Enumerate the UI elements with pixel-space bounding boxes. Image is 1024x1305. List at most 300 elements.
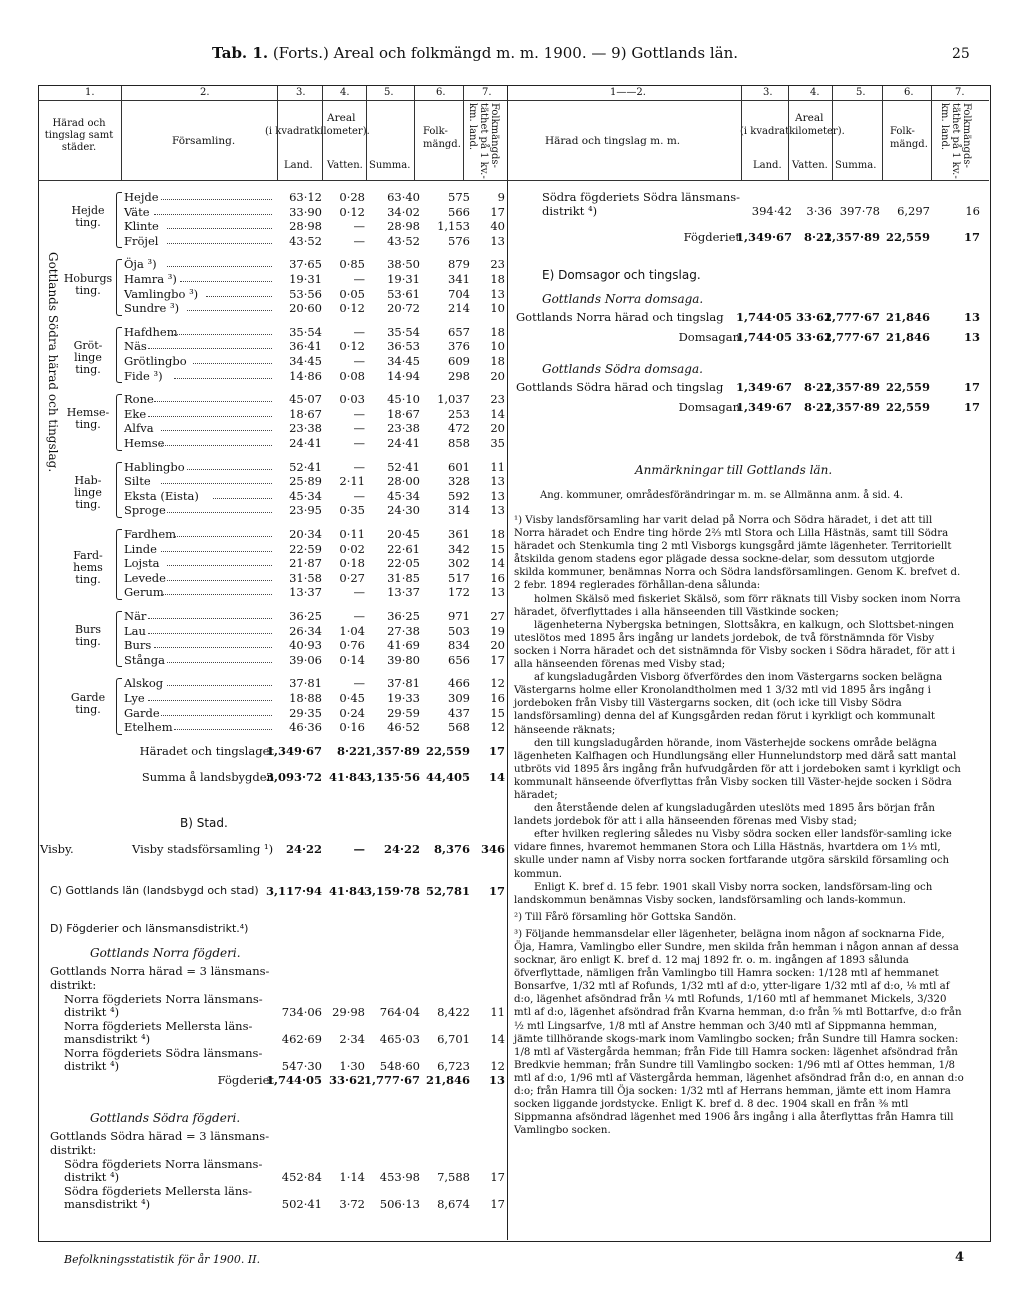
cell-vatten: 1·30 bbox=[339, 1058, 365, 1073]
cell-tat: 13 bbox=[490, 585, 505, 600]
right-col-num-7: 7. bbox=[955, 87, 965, 98]
right-col-num-5: 5. bbox=[856, 87, 866, 98]
cell-folk: 298 bbox=[448, 368, 470, 383]
cell-summa: 36·25 bbox=[387, 609, 420, 623]
cell-vatten: 2·11 bbox=[339, 474, 365, 489]
parish-name: Hablingbo bbox=[124, 459, 185, 474]
district-name-2: distrikt ⁴) bbox=[64, 1169, 120, 1184]
sodra-intro-1: Gottlands Södra härad = 3 länsmans- bbox=[50, 1128, 270, 1143]
note-1c: af kungsladugården Visborg öfverfördes den inom Västergarns socken belägna Västergarns holme eller Kronolandtholmen med 1 3/32 mtl vid 1895 års ingång i jordeboken från Visby till Västergarns socken, dit (och icke till Visby Södra landsförsamling) denna del af Kungsgården redan förut i kyrkligt och kommunalt hänseende räknats; bbox=[514, 672, 943, 736]
table-row bbox=[60, 287, 505, 302]
cell-summa: 45·34 bbox=[387, 488, 420, 503]
cell-vatten: 41·84 bbox=[328, 769, 365, 784]
leader-dots bbox=[154, 401, 272, 402]
leader-dots bbox=[213, 498, 273, 499]
notes-body bbox=[514, 514, 964, 1137]
cell-folk: 302 bbox=[448, 556, 470, 571]
title-dash: — bbox=[591, 44, 607, 62]
footer-left: Befolkningsstatistik för år 1900. II. bbox=[64, 1253, 261, 1266]
cell-tat: 12 bbox=[490, 720, 505, 735]
cell-summa: 41·69 bbox=[387, 638, 420, 653]
parish-name: Linde bbox=[124, 541, 157, 556]
cell-folk: 44,405 bbox=[425, 769, 470, 784]
cell-vatten: 8·22 bbox=[336, 743, 365, 758]
sep-r1 bbox=[741, 86, 742, 181]
cell-tat: 16 bbox=[965, 204, 980, 218]
cell-land: 39·06 bbox=[289, 652, 322, 667]
cell-folk: 971 bbox=[448, 609, 470, 623]
cell-land: 18·88 bbox=[289, 691, 322, 705]
cell-folk: 566 bbox=[448, 204, 470, 219]
cell-tat: 15 bbox=[490, 705, 505, 720]
cell-folk: 6,723 bbox=[437, 1058, 470, 1073]
col-num-1: 1. bbox=[85, 87, 95, 98]
page-title: Areal och folkmängd m. m. 1900. bbox=[333, 44, 587, 62]
footer-right: 4 bbox=[955, 1250, 965, 1265]
cell-folk: 22,559 bbox=[885, 380, 930, 394]
leader-dots bbox=[187, 469, 273, 470]
cell-land: 36·25 bbox=[289, 609, 322, 623]
cell-tat: 20 bbox=[490, 638, 505, 653]
district-row bbox=[60, 1184, 505, 1212]
harad-label: Gottlands Norra härad och tingslag bbox=[516, 310, 724, 324]
parish-name: Hamra ³) bbox=[124, 272, 177, 286]
cell-tat: 18 bbox=[490, 324, 505, 339]
cell-folk: 704 bbox=[448, 286, 470, 301]
cell-vatten: — bbox=[353, 354, 365, 368]
cell-folk: 214 bbox=[448, 301, 470, 316]
cell-land: 43·52 bbox=[289, 233, 322, 248]
cell-land: 3,093·72 bbox=[265, 769, 322, 784]
sodra-domsaga-title: Gottlands Södra domsaga. bbox=[542, 362, 703, 376]
right-harad-head: Härad och tingslag m. m. bbox=[545, 135, 681, 147]
leader-dots bbox=[148, 618, 273, 619]
cell-summa: 22·05 bbox=[387, 556, 420, 571]
leader-dots bbox=[154, 647, 272, 648]
cell-vatten: — bbox=[353, 459, 365, 474]
cell-folk: 341 bbox=[448, 272, 470, 286]
cell-folk: 7,588 bbox=[437, 1169, 470, 1184]
leader-dots bbox=[148, 633, 273, 634]
leader-dots bbox=[167, 662, 272, 663]
cell-tat: 15 bbox=[490, 541, 505, 556]
district-name-2: mansdistrikt ⁴) bbox=[64, 1031, 151, 1046]
cell-land: 1,349·67 bbox=[735, 230, 792, 244]
leader-dots bbox=[174, 378, 273, 379]
cell-tat: 18 bbox=[490, 527, 505, 541]
sodra-domsagan-row bbox=[512, 400, 987, 416]
cell-vatten: — bbox=[353, 841, 365, 856]
column-number-line-left bbox=[38, 100, 508, 101]
cell-tat: 346 bbox=[480, 841, 505, 856]
fogderiet-total-row bbox=[60, 1073, 505, 1089]
cell-land: 547·30 bbox=[281, 1058, 322, 1073]
cell-vatten: — bbox=[353, 324, 365, 339]
cell-tat: 19 bbox=[490, 623, 505, 638]
right-col-num-12: 1——2. bbox=[610, 87, 646, 98]
cell-vatten: 33·62 bbox=[795, 310, 832, 324]
cell-vatten: — bbox=[353, 609, 365, 623]
cell-land: 45·07 bbox=[289, 392, 322, 407]
cell-tat: 12 bbox=[490, 1058, 505, 1073]
cell-tat: 17 bbox=[963, 380, 980, 394]
cell-summa: 1,357·89 bbox=[823, 400, 880, 414]
cell-tat: 9 bbox=[497, 190, 505, 204]
leader-dots bbox=[161, 715, 273, 716]
total-label: Häradet och tingslaget bbox=[139, 743, 274, 758]
leader-dots bbox=[167, 512, 272, 513]
cell-folk: 22,559 bbox=[885, 400, 930, 414]
leader-dots bbox=[161, 199, 273, 200]
tingslag-name: Gröt-linge ting. bbox=[73, 339, 103, 376]
table-row bbox=[60, 542, 505, 557]
right-areal-head: Areal bbox=[795, 112, 824, 124]
leader-dots bbox=[167, 565, 272, 566]
cell-summa: 1,777·67 bbox=[823, 310, 880, 324]
table-row bbox=[60, 407, 505, 422]
cell-tat: 13 bbox=[490, 233, 505, 248]
cell-folk: 8,376 bbox=[433, 841, 470, 856]
district-name-1: Södra fögderiets Mellersta läns- bbox=[64, 1183, 253, 1198]
table-row bbox=[60, 585, 505, 600]
cell-vatten: 0·28 bbox=[339, 190, 365, 204]
right-summa-head: Summa. bbox=[835, 160, 877, 171]
cell-folk: 576 bbox=[448, 233, 470, 248]
cell-vatten: 0·35 bbox=[339, 503, 365, 518]
cell-tat: 14 bbox=[490, 1031, 505, 1046]
cell-vatten: 1·04 bbox=[339, 623, 365, 638]
table-row bbox=[60, 556, 505, 571]
cell-folk: 437 bbox=[448, 705, 470, 720]
cell-vatten: 0·02 bbox=[339, 541, 365, 556]
leader-dots bbox=[148, 348, 273, 349]
cell-folk: 656 bbox=[448, 652, 470, 667]
cell-land: 35·54 bbox=[289, 324, 322, 339]
district-name-1: Norra fögderiets Södra länsmans- bbox=[64, 1045, 263, 1060]
lan-row bbox=[50, 883, 505, 900]
norra-fogderi-title: Gottlands Norra fögderi. bbox=[90, 945, 241, 960]
cell-land: 13·37 bbox=[289, 585, 322, 600]
domsagan-label: Domsagan bbox=[678, 330, 740, 344]
cell-summa: 1,777·67 bbox=[363, 1072, 420, 1087]
cell-summa: 465·03 bbox=[379, 1031, 420, 1046]
table-row bbox=[60, 339, 505, 354]
region-title: 9) Gottlands län. bbox=[611, 44, 739, 62]
areal-head: Areal bbox=[327, 112, 356, 124]
notes-ang: Ang. kommuner, områdesförändringar m. m. se Allmänna anm. å sid. 4. bbox=[540, 490, 904, 501]
cell-folk: 834 bbox=[448, 638, 470, 653]
cell-land: 23·38 bbox=[289, 421, 322, 436]
cell-land: 25·89 bbox=[289, 474, 322, 489]
cell-folk: 21,846 bbox=[885, 310, 930, 324]
cell-tat: 35 bbox=[490, 436, 505, 450]
areal-sub-head: (i kvadratkilometer). bbox=[265, 126, 370, 137]
cell-summa: 38·50 bbox=[387, 257, 420, 272]
cell-summa: 36·53 bbox=[387, 339, 420, 354]
leader-dots bbox=[148, 416, 273, 417]
cell-tat: 13 bbox=[490, 474, 505, 489]
cell-land: 1,744·05 bbox=[265, 1072, 322, 1087]
table-row bbox=[60, 720, 505, 735]
right-col-num-6: 6. bbox=[904, 87, 914, 98]
leader-dots bbox=[174, 334, 273, 335]
parish-name: Lojsta bbox=[124, 556, 160, 571]
cell-vatten: 0·05 bbox=[339, 286, 365, 301]
cell-vatten: 0·16 bbox=[339, 720, 365, 735]
table-row bbox=[60, 301, 505, 316]
cell-summa: 20·72 bbox=[387, 301, 420, 316]
sep-l2 bbox=[277, 86, 278, 181]
cell-land: 1,349·67 bbox=[265, 743, 322, 758]
cell-vatten: — bbox=[353, 219, 365, 234]
table-row bbox=[60, 190, 505, 205]
table-row bbox=[60, 706, 505, 721]
cell-land: 31·58 bbox=[289, 570, 322, 585]
cell-summa: 1,357·89 bbox=[363, 743, 420, 758]
cell-folk: 8,674 bbox=[437, 1196, 470, 1211]
cell-vatten: 41·84 bbox=[328, 883, 365, 898]
cell-folk: 172 bbox=[448, 585, 470, 600]
cell-vatten: 0·12 bbox=[339, 339, 365, 354]
cell-folk: 609 bbox=[448, 354, 470, 368]
cell-land: 36·41 bbox=[289, 339, 322, 354]
sep-l4 bbox=[366, 86, 367, 181]
cell-summa: 397·78 bbox=[839, 204, 880, 218]
table-row bbox=[60, 503, 505, 518]
parish-name: Hejde bbox=[124, 190, 159, 204]
cell-land: 23·95 bbox=[289, 503, 322, 518]
cell-tat: 17 bbox=[488, 883, 505, 898]
cell-land: 37·65 bbox=[289, 257, 322, 272]
table-row bbox=[60, 653, 505, 668]
cell-land: 19·31 bbox=[289, 272, 322, 286]
cell-folk: 8,422 bbox=[437, 1004, 470, 1019]
cell-land: 20·34 bbox=[289, 527, 322, 541]
cell-tat: 17 bbox=[490, 652, 505, 667]
harad-label: Gottlands Södra härad och tingslag bbox=[516, 380, 724, 394]
cell-land: 394·42 bbox=[751, 204, 792, 218]
district-row bbox=[60, 1046, 505, 1074]
cell-vatten: 0·45 bbox=[339, 691, 365, 705]
header-bottom-line-left bbox=[38, 180, 508, 181]
cell-land: 37·81 bbox=[289, 676, 322, 691]
cell-summa: 764·04 bbox=[379, 1004, 420, 1019]
land-head: Land. bbox=[284, 160, 313, 171]
cell-tat: 10 bbox=[490, 339, 505, 354]
header-bottom-line-right bbox=[508, 180, 989, 181]
sep-l1 bbox=[121, 86, 122, 181]
table-row bbox=[60, 234, 505, 249]
parish-name: Vamlingbo ³) bbox=[124, 286, 199, 301]
cell-folk: 466 bbox=[448, 676, 470, 691]
right-vatten-head: Vatten. bbox=[792, 160, 828, 171]
right-folk-head: Folk-mängd. bbox=[890, 126, 928, 150]
sep-l5 bbox=[414, 86, 415, 181]
cell-vatten: 0·03 bbox=[339, 392, 365, 407]
norra-domsaga-title: Gottlands Norra domsaga. bbox=[542, 292, 704, 306]
cell-summa: 53·61 bbox=[387, 286, 420, 301]
parish-name: Eke bbox=[124, 406, 147, 421]
cell-summa: 34·02 bbox=[387, 204, 420, 219]
cell-land: 46·36 bbox=[289, 720, 322, 735]
cell-vatten: — bbox=[353, 421, 365, 436]
cell-summa: 43·52 bbox=[387, 233, 420, 248]
cell-summa: 3,159·78 bbox=[363, 883, 420, 898]
cell-summa: 29·59 bbox=[387, 705, 420, 720]
district-name-2: distrikt ⁴) bbox=[64, 1058, 120, 1073]
district-name-2: mansdistrikt ⁴) bbox=[64, 1196, 151, 1211]
cell-vatten: 3·72 bbox=[339, 1196, 365, 1211]
total-label: Summa å landsbygden bbox=[141, 769, 274, 784]
cell-vatten: — bbox=[353, 585, 365, 600]
parish-name: Öja ³) bbox=[124, 257, 157, 272]
cell-vatten: 0·85 bbox=[339, 257, 365, 272]
cell-land: 28·98 bbox=[289, 219, 322, 234]
cell-tat: 17 bbox=[963, 400, 980, 414]
cell-vatten: — bbox=[353, 272, 365, 286]
cell-folk: 1,037 bbox=[437, 392, 470, 407]
table-row bbox=[60, 571, 505, 586]
cell-vatten: — bbox=[353, 488, 365, 503]
cell-land: 452·84 bbox=[281, 1169, 322, 1184]
cell-summa: 28·00 bbox=[387, 474, 420, 489]
cell-land: 45·34 bbox=[289, 488, 322, 503]
sep-l3 bbox=[322, 86, 323, 181]
district-name-2: distrikt ⁴) bbox=[64, 1004, 120, 1019]
cell-summa: 27·38 bbox=[387, 623, 420, 638]
cell-land: 29·35 bbox=[289, 705, 322, 720]
tingslag-name: Burs ting. bbox=[74, 623, 102, 649]
parish-name: Lau bbox=[124, 623, 146, 638]
cell-tat: 14 bbox=[490, 406, 505, 421]
table-row bbox=[60, 624, 505, 639]
parish-name: Stånga bbox=[124, 652, 165, 667]
right-district-row bbox=[512, 190, 987, 220]
cell-folk: 601 bbox=[448, 459, 470, 474]
sodra-intro-2: distrikt: bbox=[50, 1142, 97, 1157]
cell-land: 734·06 bbox=[281, 1004, 322, 1019]
parish-name: Fröjel bbox=[124, 233, 159, 248]
leader-dots bbox=[167, 228, 272, 229]
cell-folk: 575 bbox=[448, 190, 470, 204]
cell-vatten: — bbox=[353, 406, 365, 421]
cell-land: 26·34 bbox=[289, 623, 322, 638]
stad-place: Visby. bbox=[40, 841, 74, 856]
tingslag-name: Garde ting. bbox=[70, 690, 106, 716]
table-row bbox=[60, 272, 505, 287]
leader-dots bbox=[193, 363, 272, 364]
norra-intro-2: distrikt: bbox=[50, 977, 97, 992]
cell-tat: 13 bbox=[488, 1072, 505, 1087]
norra-intro-1: Gottlands Norra härad = 3 länsmans- bbox=[50, 963, 270, 978]
norra-harad-row bbox=[512, 310, 987, 326]
district-row bbox=[60, 992, 505, 1020]
cell-tat: 17 bbox=[963, 230, 980, 244]
cell-summa: 18·67 bbox=[387, 406, 420, 421]
column-number-line-right bbox=[508, 100, 989, 101]
cell-land: 502·41 bbox=[281, 1196, 322, 1211]
cell-summa: 13·37 bbox=[387, 585, 420, 600]
right-col-num-4: 4. bbox=[810, 87, 820, 98]
cell-summa: 37·81 bbox=[387, 676, 420, 691]
cell-vatten: — bbox=[353, 233, 365, 248]
sep-r3 bbox=[832, 86, 833, 181]
cell-folk: 517 bbox=[448, 570, 470, 585]
district-name-1: Norra fögderiets Mellersta läns- bbox=[64, 1018, 253, 1033]
vertical-harad-label: Gottlands Södra härad och tingslag. bbox=[46, 252, 60, 473]
col-num-6: 6. bbox=[436, 87, 446, 98]
cell-tat: 16 bbox=[490, 691, 505, 705]
cell-summa: 19·31 bbox=[387, 272, 420, 286]
cell-folk: 879 bbox=[448, 257, 470, 272]
parish-name: Väte bbox=[124, 204, 150, 219]
cell-vatten: 33·62 bbox=[328, 1072, 365, 1087]
tingslag-name: Fard-hems ting. bbox=[73, 548, 103, 586]
forts-label: (Forts.) bbox=[272, 44, 329, 62]
cell-land: 14·86 bbox=[289, 368, 322, 383]
table-row bbox=[60, 474, 505, 489]
cell-land: 53·56 bbox=[289, 286, 322, 301]
cell-summa: 506·13 bbox=[379, 1196, 420, 1211]
table-row bbox=[60, 638, 505, 653]
cell-vatten: — bbox=[353, 676, 365, 691]
cell-tat: 23 bbox=[490, 392, 505, 407]
cell-folk: 21,846 bbox=[425, 1072, 470, 1087]
cell-folk: 657 bbox=[448, 324, 470, 339]
cell-land: 24·41 bbox=[289, 436, 322, 450]
cell-vatten: 3·36 bbox=[806, 204, 832, 218]
cell-land: 24·22 bbox=[285, 841, 322, 856]
note-1f: efter hvilken reglering således nu Visby södra socken eller landsför-samling icke vidare finnes, hvaremot hemmanen Stora och Lilla Hästnäs, hvartdera om 1⅓ mtl, skulle under namn af Visby norra socken fortfarande utgöra särskild församling och kommun. bbox=[514, 829, 952, 880]
table-row bbox=[60, 354, 505, 369]
parish-name: Gerum bbox=[124, 585, 164, 600]
leader-dots bbox=[161, 445, 273, 446]
vatten-head: Vatten. bbox=[327, 160, 363, 171]
parish-name: Eksta (Eista) bbox=[124, 488, 199, 503]
total-row bbox=[60, 744, 505, 762]
parish-name: Sproge bbox=[124, 503, 166, 518]
cell-land: 1,349·67 bbox=[735, 380, 792, 394]
parish-name: När bbox=[124, 609, 147, 623]
cell-summa: 45·10 bbox=[387, 392, 420, 407]
note-1g: Enligt K. bref d. 15 febr. 1901 skall Visby norra socken, landsförsam-ling och landskommun benämnas Visby socken, landsförsamling och lands-kommun. bbox=[514, 881, 933, 906]
note-2: ²) Till Fårö församling hör Gottska Sandön. bbox=[514, 911, 737, 923]
parish-name: Silte bbox=[124, 474, 151, 489]
leader-dots bbox=[174, 729, 273, 730]
cell-vatten: 0·12 bbox=[339, 204, 365, 219]
page-number: 25 bbox=[952, 46, 970, 62]
district-name-1: Södra fögderiets Södra länsmans- bbox=[542, 190, 741, 204]
cell-tat: 14 bbox=[490, 556, 505, 571]
cell-summa: 3,135·56 bbox=[363, 769, 420, 784]
cell-folk: 6,701 bbox=[437, 1031, 470, 1046]
total-row bbox=[60, 770, 505, 788]
tathet-head: Folkmängds-täthet på 1 kv.-km. land. bbox=[467, 103, 500, 179]
cell-vatten: 0·08 bbox=[339, 368, 365, 383]
parish-name: Hemse bbox=[124, 436, 165, 450]
cell-tat: 10 bbox=[490, 301, 505, 316]
cell-land: 1,744·05 bbox=[735, 310, 792, 324]
cell-tat: 13 bbox=[490, 488, 505, 503]
cell-tat: 17 bbox=[488, 743, 505, 758]
stad-heading: B) Stad. bbox=[180, 815, 228, 830]
fogderiet-label: Fögderiet bbox=[217, 1072, 274, 1087]
cell-tat: 20 bbox=[490, 368, 505, 383]
sep-r4 bbox=[882, 86, 883, 181]
cell-folk: 592 bbox=[448, 488, 470, 503]
col-num-5: 5. bbox=[384, 87, 394, 98]
cell-summa: 1,357·89 bbox=[823, 230, 880, 244]
